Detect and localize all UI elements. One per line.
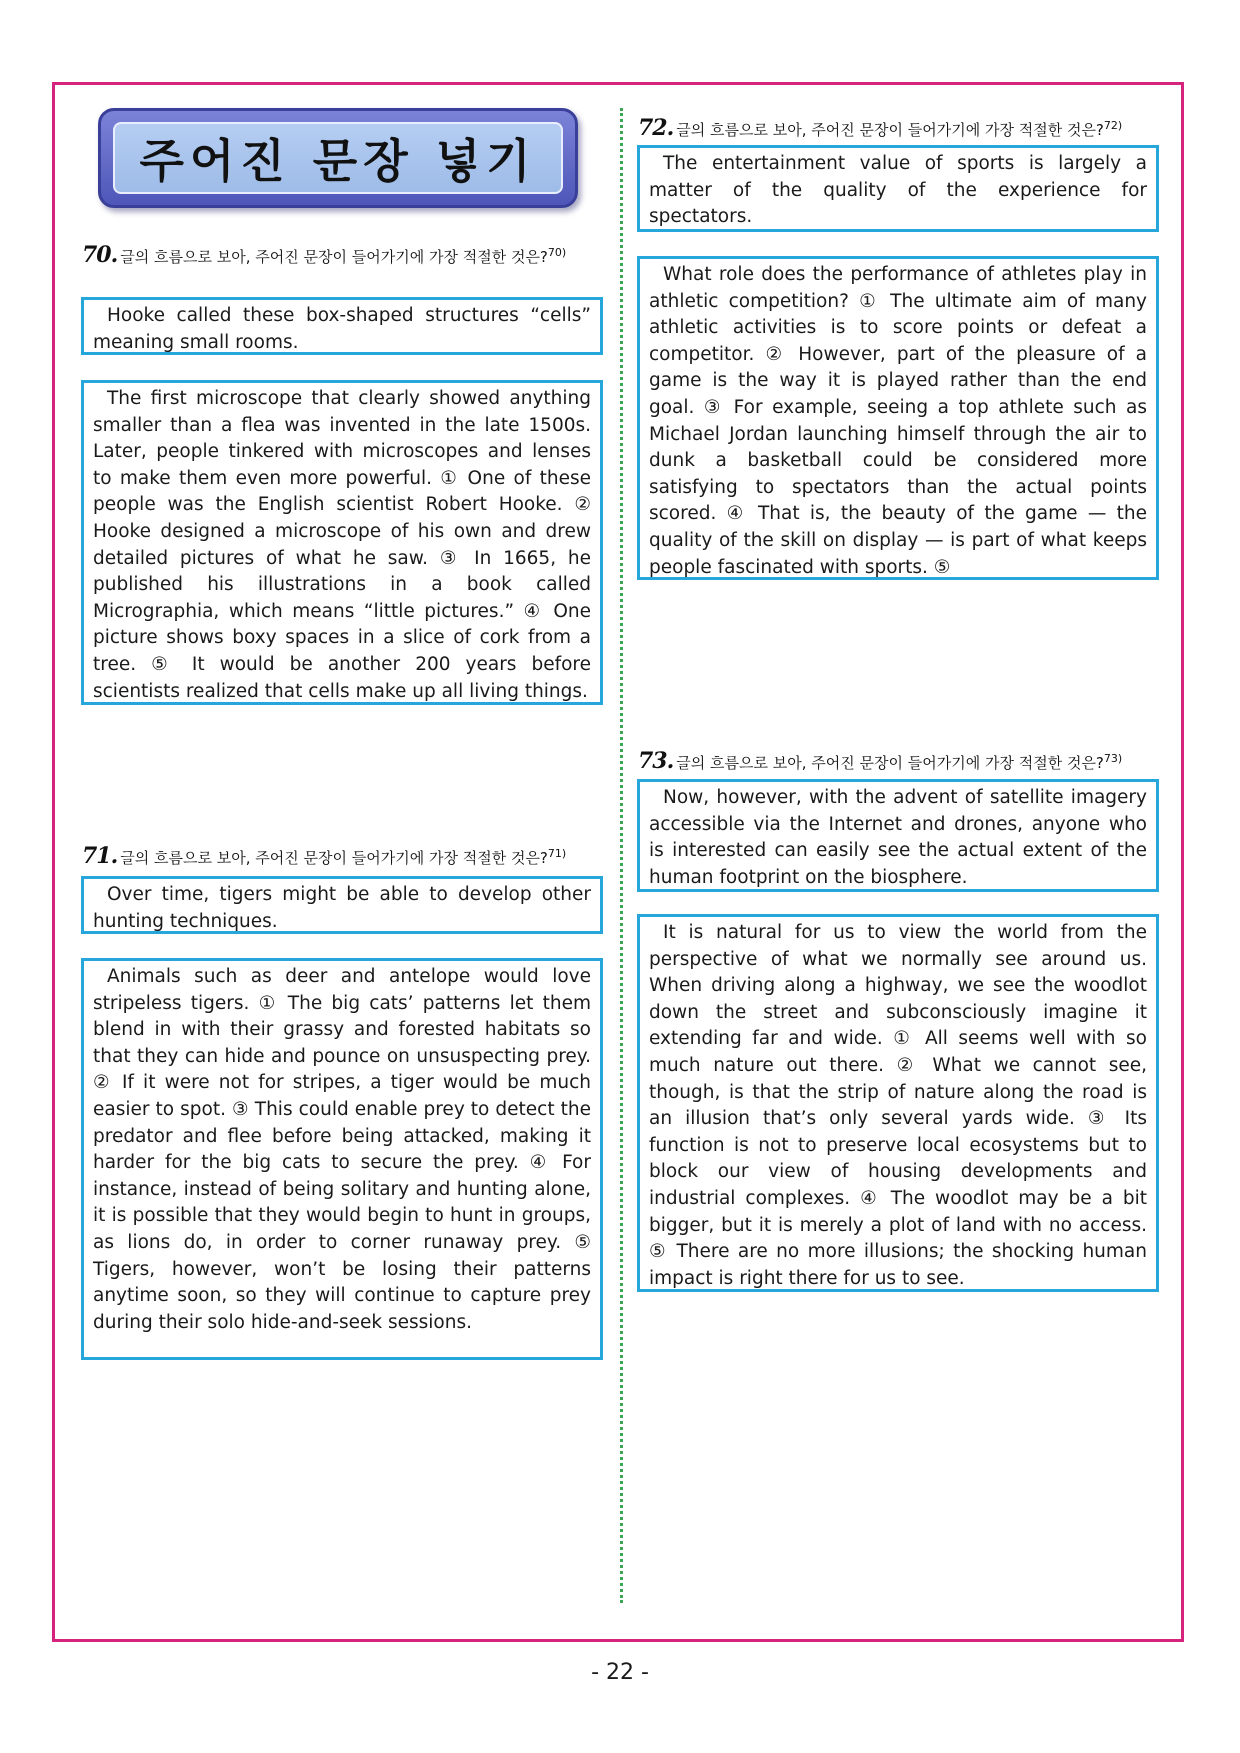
given-sentence-box-72	[637, 145, 1159, 232]
section-title: 주어진 문장 넣기	[139, 134, 537, 188]
given-sentence: Over time, tigers might be able to develop other hunting techniques.	[93, 884, 591, 932]
given-sentence: The entertainment value of sports is largely a matter of the quality of the experience for spectators.	[649, 153, 1147, 228]
question-70-header	[82, 244, 602, 269]
footnote-ref: 70)	[547, 246, 567, 259]
passage-box-72	[637, 256, 1159, 580]
section-title-panel	[113, 122, 563, 194]
question-prompt: 글의 흐름으로 보아, 주어진 문장이 들어가기에 가장 적절한 것은?	[676, 121, 1104, 139]
passage-text: It is natural for us to view the world from the perspective of what we normally see around us. When driving along a highway, we see the woodlot down the street and subconsciously imagine it extending far and wide. ① All seems well with so much nature out there. ② What we cannot see, though, is that the strip of nature along the road is an illusion that’s only several yards wide. ③ Its function is not to preserve local ecosystems but to block our view of housing developments and industrial complexes. ④ The woodlot may be a bit bigger, but it is merely a plot of land with no access. ⑤ There are no more illusions; the shocking human impact is right there for us to see.	[649, 922, 1147, 1289]
footnote-ref: 72)	[1103, 119, 1123, 132]
given-sentence-box-71	[81, 876, 603, 934]
question-prompt: 글의 흐름으로 보아, 주어진 문장이 들어가기에 가장 적절한 것은?	[676, 754, 1104, 772]
passage-text: What role does the performance of athletes play in athletic competition? ① The ultimate aim of many athletic activities is to score points or defeat a competitor. ② However, part of the pleasure of a game is the way it is played rather than the end goal. ③ For example, seeing a top athlete such as Michael Jordan launching himself through the air to dunk a basketball could be considered more satisfying to spectators than the actual points scored. ④ That is, the beauty of the game — the quality of the skill on display — is part of what keeps people fascinated with sports. ⑤	[649, 264, 1147, 578]
passage-text: The first microscope that clearly showed anything smaller than a flea was invented in the late 1500s. Later, people tinkered with microscopes and lenses to make them even more powerful. ① One of these people was the English scientist Robert Hooke. ② Hooke designed a microscope of his own and drew detailed pictures of what he saw. ③ In 1665, he published his illustrations in a book called Micrographia, which means “little pictures.” ④ One picture shows boxy spaces in a slice of cork from a tree. ⑤ It would be another 200 years before scientists realized that cells make up all living things.	[93, 388, 591, 702]
question-72-header	[638, 117, 1198, 142]
question-prompt: 글의 흐름으로 보아, 주어진 문장이 들어가기에 가장 적절한 것은?	[120, 248, 548, 266]
footnote-ref: 71)	[547, 847, 567, 860]
page-number: - 22 -	[591, 1660, 649, 1685]
given-sentence: Hooke called these box-shaped structures “cells” meaning small rooms.	[93, 305, 591, 353]
given-sentence: Now, however, with the advent of satellite imagery accessible via the Internet and drones, anyone who is interested can easily see the actual extent of the human footprint on the biosphere.	[649, 787, 1147, 888]
passage-box-71	[81, 958, 603, 1360]
passage-box-70	[81, 380, 603, 705]
question-number: 72.	[638, 115, 674, 141]
given-sentence-box-73	[637, 779, 1159, 892]
passage-text: Animals such as deer and antelope would love stripeless tigers. ① The big cats’ patterns let them blend in with their grassy and forested habitats so that they can hide and pounce on unsuspecting prey. ② If it were not for stripes, a tiger would be much easier to spot. ③ This could enable prey to detect the predator and flee before being attacked, making it harder for the big cats to secure the prey. ④ For instance, instead of being solitary and hunting alone, it is possible that they would begin to hunt in groups, as lions do, in order to corner runaway prey. ⑤ Tigers, however, won’t be losing their patterns anytime soon, so they will continue to capture prey during their solo hide-and-seek sessions.	[93, 966, 591, 1333]
footnote-ref: 73)	[1103, 752, 1123, 765]
question-number: 73.	[638, 748, 674, 774]
question-73-header	[638, 750, 1198, 775]
question-71-header	[82, 845, 622, 870]
given-sentence-box-70	[81, 297, 603, 355]
question-prompt: 글의 흐름으로 보아, 주어진 문장이 들어가기에 가장 적절한 것은?	[120, 849, 548, 867]
question-number: 70.	[82, 242, 118, 268]
passage-box-73	[637, 914, 1159, 1292]
question-number: 71.	[82, 843, 118, 869]
section-title-banner	[98, 108, 578, 208]
